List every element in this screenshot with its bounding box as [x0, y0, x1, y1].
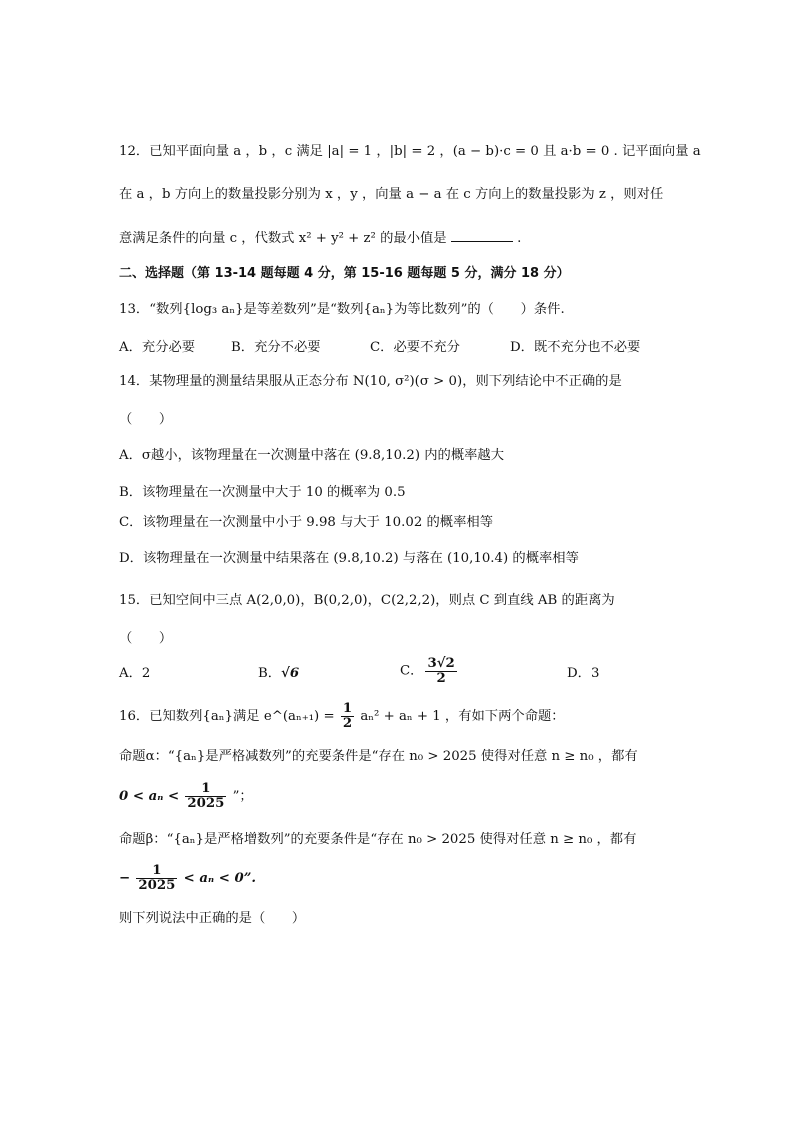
q16-stem: [119, 700, 679, 734]
q15-option-d: D．3: [567, 666, 600, 681]
q16-beta-line2: [119, 862, 679, 896]
q15-paren: （ ）: [119, 631, 173, 646]
q13-option-a: A．充分必要: [119, 340, 196, 355]
q16-alpha-line2: [119, 780, 679, 814]
q16-alpha-fraction: [185, 782, 226, 811]
q15-option-c-numerator: 3√2: [427, 656, 455, 671]
q15-option-b-value: √6: [281, 666, 300, 681]
q16-stem-rest: aₙ² + aₙ + 1 ，有如下两个命题：: [360, 709, 565, 724]
q14-option-d: D．该物理量在一次测量中结果落在 (9.8,10.2) 与落在 (10,10.4) 的概率相等: [119, 551, 579, 566]
q12-line3-end: .: [517, 231, 522, 246]
q14-option-a: A．σ越小，该物理量在一次测量中落在 (9.8,10.2) 内的概率越大: [119, 448, 505, 463]
q14-option-b: B．该物理量在一次测量中大于 10 的概率为 0.5: [119, 485, 406, 500]
q15-stem: 15．已知空间中三点 A(2,0,0)，B(0,2,0)，C(2,2,2)，则点 C 到直线 AB 的距离为: [119, 593, 615, 608]
q16-stem-fraction: [341, 702, 354, 731]
section-heading: 二、选择题（第 13-14 题每题 4 分，第 15-16 题每题 5 分，满分 18 分）: [119, 266, 570, 281]
q12-line1: 12．已知平面向量 a ，b ，c 满足 |a| = 1 ，|b| = 2 ，(a − b)·c = 0 且 a·b = 0 . 记平面向量 a: [119, 144, 701, 159]
q16-alpha-denominator: 2025: [187, 796, 225, 811]
q15-option-c-label: C．: [400, 663, 424, 679]
q16-stem-text: 16．已知数列{aₙ}满足 e^(aₙ₊₁) =: [119, 709, 335, 724]
q16-question: 则下列说法中正确的是（ ）: [119, 911, 306, 926]
q16-beta-minus: −: [119, 871, 131, 886]
q12-line3: [119, 229, 679, 248]
q14-stem: 14．某物理量的测量结果服从正态分布 N(10, σ²)(σ > 0)，则下列结论中不正确的是: [119, 374, 622, 389]
q15-option-b-label: B．: [258, 666, 282, 681]
q16-stem-numerator: 1: [342, 701, 353, 716]
q15-options: [119, 657, 679, 691]
q16-alpha-line1: 命题α：“{aₙ}是严格减数列”的充要条件是“存在 n₀ > 2025 使得对任意 n ≥ n₀ ，都有: [119, 749, 638, 764]
q13-options: [119, 339, 679, 357]
q15-option-b: [258, 665, 299, 683]
q13-option-d: D．既不充分也不必要: [510, 340, 641, 355]
q15-option-c: [400, 657, 459, 686]
q16-beta-denominator: 2025: [138, 878, 176, 893]
q12-line3-text: 意满足条件的向量 c ，代数式 x² + y² + z² 的最小值是: [119, 231, 447, 246]
q16-beta-fraction: [136, 864, 177, 893]
q16-alpha-end: ”；: [232, 789, 253, 804]
q16-beta-line1: 命题β：“{aₙ}是严格增数列”的充要条件是“存在 n₀ > 2025 使得对任意 n ≥ n₀ ，都有: [119, 832, 637, 847]
q16-beta-inequality: < aₙ < 0”.: [183, 871, 257, 886]
q15-option-c-fraction: [425, 657, 456, 686]
q16-alpha-inequality: 0 < aₙ <: [119, 789, 180, 804]
q16-stem-denominator: 2: [342, 716, 353, 731]
q16-alpha-numerator: 1: [185, 782, 226, 797]
q14-paren: （ ）: [119, 412, 173, 427]
answer-blank: [451, 229, 513, 242]
q12-line2: 在 a ，b 方向上的数量投影分别为 x ，y ，向量 a − a 在 c 方向上的数量投影为 z ，则对任: [119, 187, 664, 202]
q13-stem: 13．“数列{log₃ aₙ}是等差数列”是“数列{aₙ}为等比数列”的（ ）条件.: [119, 302, 565, 317]
q15-option-a: A．2: [119, 666, 151, 681]
q13-option-b: B．充分不必要: [231, 340, 321, 355]
q15-option-c-denominator: 2: [436, 671, 446, 686]
q16-beta-numerator: 1: [136, 864, 177, 879]
q13-option-c: C．必要不充分: [370, 340, 460, 355]
q14-option-c: C．该物理量在一次测量中小于 9.98 与大于 10.02 的概率相等: [119, 515, 493, 530]
